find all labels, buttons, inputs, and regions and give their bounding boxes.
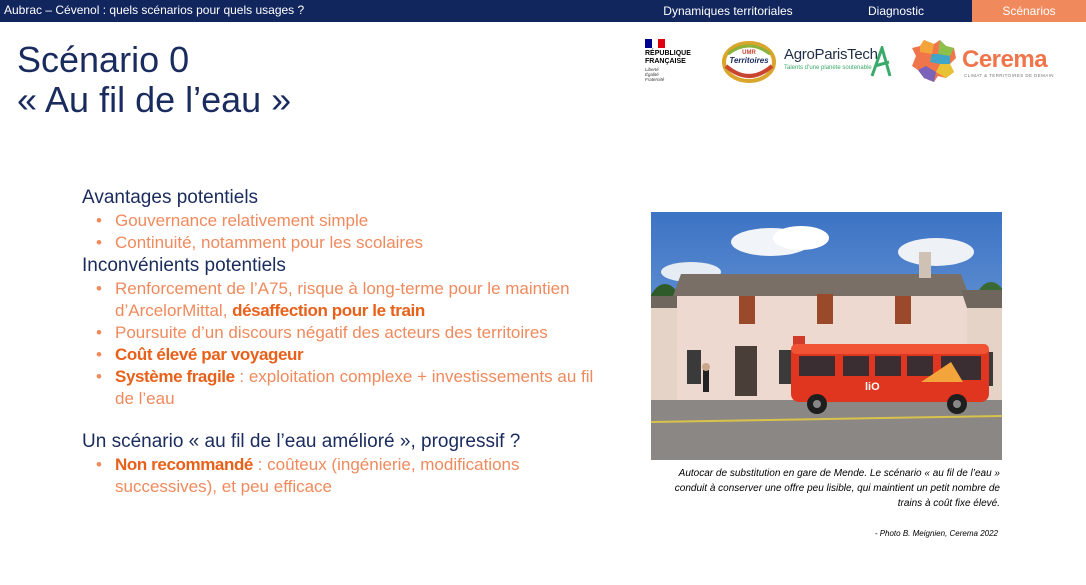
umr-name-label: Territoires: [729, 56, 769, 65]
list-item: • Continuité, notamment pour les scolaires: [96, 232, 602, 254]
top-bar: [0, 0, 1086, 22]
cerema-name: Cerema: [962, 46, 1048, 73]
drawback-3-emphasis: Coût élevé par voyageur: [115, 345, 304, 364]
list-item: • Gouvernance relativement simple: [96, 210, 602, 232]
nav-dynamiques-territoriales[interactable]: Dynamiques territoriales: [663, 4, 793, 18]
agroparistech-logo: [784, 46, 894, 80]
improved-1-emphasis: Non recommandé: [115, 455, 253, 474]
nav-scenarios-active[interactable]: Scénarios: [972, 0, 1086, 22]
drawbacks-list: [96, 278, 602, 410]
list-item: [96, 344, 602, 366]
drawback-4-emphasis: Système fragile: [115, 367, 235, 386]
republique-francaise-logo: [645, 39, 705, 85]
drawback-1-text: Renforcement de l’A75, risque à long-terme pour le maintien d’ArcelorMittal,: [115, 279, 570, 320]
improved-scenario-heading: Un scénario « au fil de l’eau amélioré », progressif ?: [82, 431, 521, 452]
agroparistech-tagline: Talents d’une planète soutenable: [784, 65, 872, 71]
improved-scenario-list: [96, 454, 602, 498]
rf-motto-line-2: Égalité: [645, 72, 659, 77]
page-title: [17, 40, 291, 120]
title-line-2: « Au fil de l’eau »: [17, 79, 292, 120]
photo-caption: Autocar de substitution en gare de Mende. Le scénario « au fil de l’eau » conduit à conserver une offre peu lisible, qui maintient un petit nombre de trains à coût fixe élevé.: [674, 468, 1000, 509]
main-content: [82, 186, 602, 498]
umr-territoires-logo: [722, 40, 778, 84]
title-line-1: Scénario 0: [17, 39, 190, 80]
list-item: [96, 322, 602, 344]
advantages-heading: Avantages potentiels: [82, 187, 259, 208]
photo-credit: - Photo B. Meignien, Cerema 2022: [874, 529, 998, 538]
agroparistech-a-mark-icon: [870, 46, 892, 78]
agroparistech-name: AgroParisTech: [784, 46, 878, 63]
umr-top-label: UMR: [742, 50, 756, 56]
breadcrumb: Aubrac – Cévenol : quels scénarios pour quels usages ?: [4, 3, 305, 17]
rf-name-line-1: RÉPUBLIQUE: [645, 50, 691, 57]
cerema-logo: [910, 38, 1060, 84]
french-flag-icon: [645, 39, 665, 48]
cerema-tagline: CLIMAT & TERRITOIRES DE DEMAIN: [964, 73, 1054, 78]
rf-motto-line-3: Fraternité: [645, 77, 665, 82]
drawback-4-text: : exploitation complexe + investissements au fil de l’eau: [115, 367, 594, 408]
drawback-1-emphasis: désaffection pour le train: [232, 301, 425, 320]
rf-name-line-2: FRANÇAISE: [645, 58, 686, 65]
list-item: [96, 366, 602, 410]
advantages-list: [96, 210, 602, 254]
list-item: [96, 454, 602, 498]
umr-territoires-emblem-icon: [722, 40, 778, 84]
station-bus-photo: [651, 212, 1002, 460]
bus-label: liO: [865, 381, 880, 393]
improved-1-text: : coûteux (ingénierie, modifications successives), et peu efficace: [115, 455, 520, 496]
drawbacks-heading: Inconvénients potentiels: [82, 255, 286, 276]
rf-motto-line-1: Liberté: [645, 67, 659, 72]
nav-diagnostic[interactable]: Diagnostic: [867, 4, 925, 18]
station-bus-illustration: [651, 212, 1002, 460]
cerema-france-map-icon: [910, 38, 960, 84]
list-item: [96, 278, 602, 322]
drawback-2-text: Poursuite d’un discours négatif des acteurs des territoires: [115, 323, 548, 342]
